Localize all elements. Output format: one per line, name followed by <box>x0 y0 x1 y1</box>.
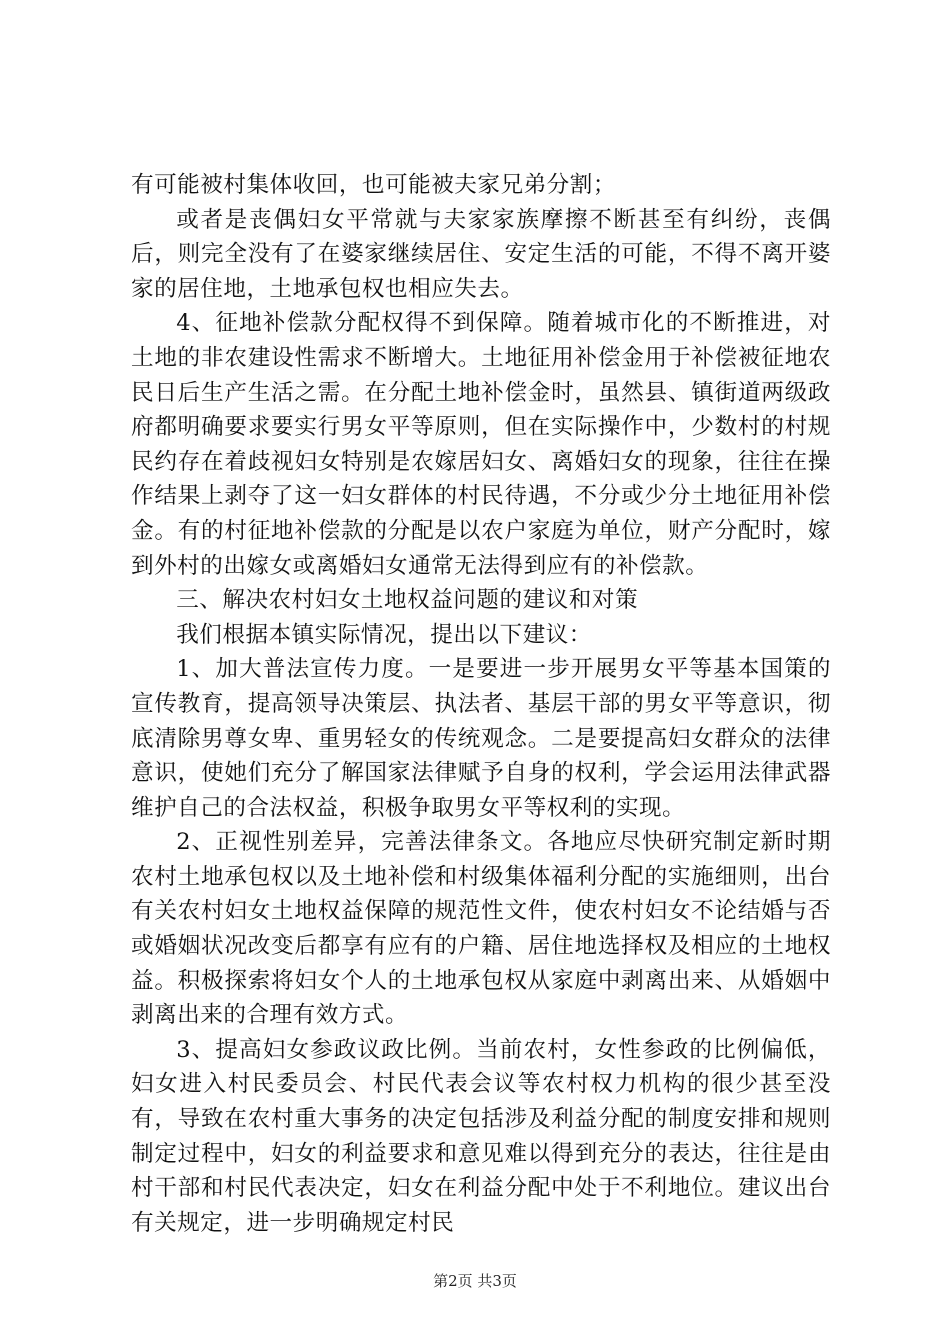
document-body <box>131 168 831 1240</box>
page-footer <box>0 1271 950 1291</box>
section-heading: 三、解决农村妇女土地权益问题的建议和对策 <box>176 587 639 614</box>
paragraph-2: 或者是丧偶妇女平常就与夫家家族摩擦不断甚至有纠纷，丧偶后，则完全没有了在婆家继续居住、安定生活的可能，不得不离开婆家的居住地，土地承包权也相应失去。 <box>131 206 831 302</box>
paragraph-7: 2、正视性别差异，完善法律条文。各地应尽快研究制定新时期农村土地承包权以及土地补偿和村级集体福利分配的实施细则，出台有关农村妇女土地权益保障的规范性文件，使农村妇女不论结婚与否或婚姻状况改变后都享有应有的户籍、居住地选择权及相应的土地权益。积极探索将妇女个人的土地承包权从家庭中剥离出来、从婚姻中剥离出来的合理有效方式。 <box>131 829 831 1029</box>
paragraph-3: 4、征地补偿款分配权得不到保障。随着城市化的不断推进，对土地的非农建设性需求不断增大。土地征用补偿金用于补偿被征地农民日后生产生活之需。在分配土地补偿金时，虽然县、镇街道两级政府都明确要求要实行男女平等原则，但在实际操作中，少数村的村规民约存在着歧视妇女特别是农嫁居妇女、离婚妇女的现象，往往在操作结果上剥夺了这一妇女群体的村民待遇，不分或少分土地征用补偿金。有的村征地补偿款的分配是以农户家庭为单位，财产分配时，嫁到外村的出嫁女或离婚妇女通常无法得到应有的补偿款。 <box>131 310 831 579</box>
paragraph-6: 1、加大普法宣传力度。一是要进一步开展男女平等基本国策的宣传教育，提高领导决策层、执法者、基层干部的男女平等意识，彻底清除男尊女卑、重男轻女的传统观念。二是要提高妇女群众的法律意识，使她们充分了解国家法律赋予自身的权利，学会运用法律武器维护自己的合法权益，积极争取男女平等权利的实现。 <box>131 656 831 821</box>
page-number-label: 第2页 共3页 <box>433 1272 517 1290</box>
paragraph-8: 3、提高妇女参政议政比例。当前农村，女性参政的比例偏低，妇女进入村民委员会、村民代表会议等农村权力机构的很少甚至没有，导致在农村重大事务的决定包括涉及利益分配的制度安排和规则制定过程中，妇女的利益要求和意见难以得到充分的表达，往往是由村干部和村民代表决定，妇女在利益分配中处于不利地位。建议出台有关规定，进一步明确规定村民 <box>131 1036 831 1236</box>
paragraph-5: 我们根据本镇实际情况，提出以下建议： <box>176 621 592 648</box>
paragraph-1: 有可能被村集体收回，也可能被夫家兄弟分割； <box>131 172 616 198</box>
